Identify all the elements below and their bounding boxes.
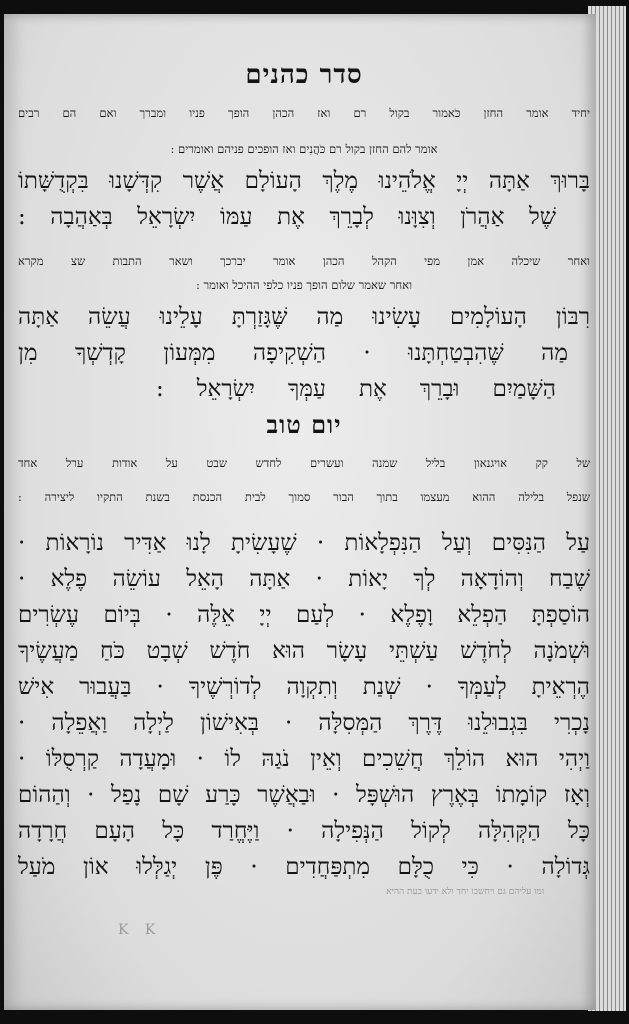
prayer-line: בָּרוּךְ אַתָּה יְיָ אֱלֹהֵינוּ מֶלֶךְ הָעוֹלָם אֲשֶׁר קִדְּשָׁנוּ בִּקְדֻשָּׁתוֹ (18, 168, 590, 194)
prayer-line: וּשְׁמֹנָה לְחֹדֶשׁ עַשְׁתֵּי עָשָׂר הוּא חֹדֶשׁ שְׁבָט כֹּחַ מַעֲשֶׂיךָ (18, 638, 590, 664)
bleed-through-footnote: ומו עליהם גם ויחשבו יחד ולא ידעו בעת ההיא (386, 887, 544, 897)
section-title-seder-kohanim: סדר כהנים (245, 60, 363, 90)
prayer-line: הֶרְאֵיתָ לְעַמְּךָ · שְׁנַת וְתִקְוָה לְדוֹרְשֶׁיךָ · בַּעֲבוּר אִישׁ (18, 674, 590, 700)
instruction-line: ואחר שאמר שלום הופך פניו כלפי ההיכל ואומר : (195, 278, 413, 292)
prayer-line: שֶׁל אַהֲרֹן וְצִוָּנוּ לְבָרֵךְ אֶת עַמּוֹ יִשְׂרָאֵל בְּאַהֲבָה : (18, 204, 556, 230)
prayer-line: מַה שֶּׁהִבְטַחְתָּנוּ · הַשְׁקִיפָה מִמְּעוֹן קָדְשְׁךָ מִן (18, 340, 568, 366)
prayer-line: וַיְהִי הוּא הוֹלֵךְ חֲשֵׁכִים וְאֵין נֹגַהּ לוֹ · וּמָעֲדָה קַרְסֻלּוֹ · (18, 746, 590, 772)
prayer-line: נָכְרִי בִּגְבוּלֵנוּ דֶּרֶךְ הַמְּסִלָּה · בְּאִישׁוֹן לַיְלָה וַאֲפֵלָה · (18, 710, 590, 736)
instruction-line: של קק אויגנאון בליל שמנה ועשרים לחדש שבט על אודות ערל אחד (18, 456, 590, 470)
prayer-line: עַל הַנִּסִּים וְעַל הַנִּפְלָאוֹת · שֶׁעָשִׂיתָ לָנוּ אַדִּיר נוֹרָאוֹת · (18, 530, 590, 556)
signature-mark: K K (118, 922, 162, 938)
instruction-line: אומר להם החזן בקול רם כֹּהֲנִים ואז הופכים פניהם ואומרים : (170, 142, 438, 156)
prayer-line: הוֹסַפְתָּ הַפְלֵא וָפֶלֶא · לְעַם יְיָ אֵלֶּה · בְּיוֹם עֶשְׂרִים (18, 602, 590, 628)
prayer-line: שֶׁבַח וְהוֹדָאָה לְךָ יָאוֹת · אַתָּה הָאֵל עוֹשֵׂה פֶלֶא · (18, 566, 590, 592)
prayer-line: וְאָז קוֹמָתוֹ בְּאֶרֶץ הוּשְׁפָּל · וּבַאֲשֶׁר כָּרַע שָׁם נָפַל · וְהַהוֹם (18, 782, 590, 808)
instruction-line: יחיד אומר החזן כֹּאמור בקול רם ואז הכהן הופך פניו ומברך ואם הם רבים (18, 106, 590, 120)
prayer-line: הַשָּׁמַיִם וּבָרֵךְ אֶת עַמְּךָ יִשְׂרָאֵל : (156, 376, 556, 402)
instruction-line: שנפל בלילה ההוא מעצמו בתוך הבור סמוך לבית הכנסת בשנת התקיו ליצירה : (18, 490, 590, 504)
prayer-line: גְּדוֹלָה · כִּי כֻלָּם מִתְפַּחֲדִים · פֶּן יְגַלְּלוּ אוֹן מֹעַל (18, 854, 590, 880)
prayer-line: רִבּוֹן הָעוֹלָמִים עָשִׂינוּ מַה שֶּׁגָּזַרְתָּ עָלֵינוּ עֲשֵׂה אַתָּה (18, 304, 590, 330)
instruction-line: ואחר שיכלה אמן מפי הקהל הכהן אומר יברכך ושאר התבות שצ מקרא (18, 254, 590, 268)
book-page (4, 14, 596, 1010)
prayer-line: כָּל הַקְּהִלָּה לְקוֹל הַנְּפִילָה · וַיֶּחֱרַד כָּל הָעָם חֲרָדָה (18, 818, 590, 844)
section-title-yom-tov: יום טוב (266, 410, 342, 439)
